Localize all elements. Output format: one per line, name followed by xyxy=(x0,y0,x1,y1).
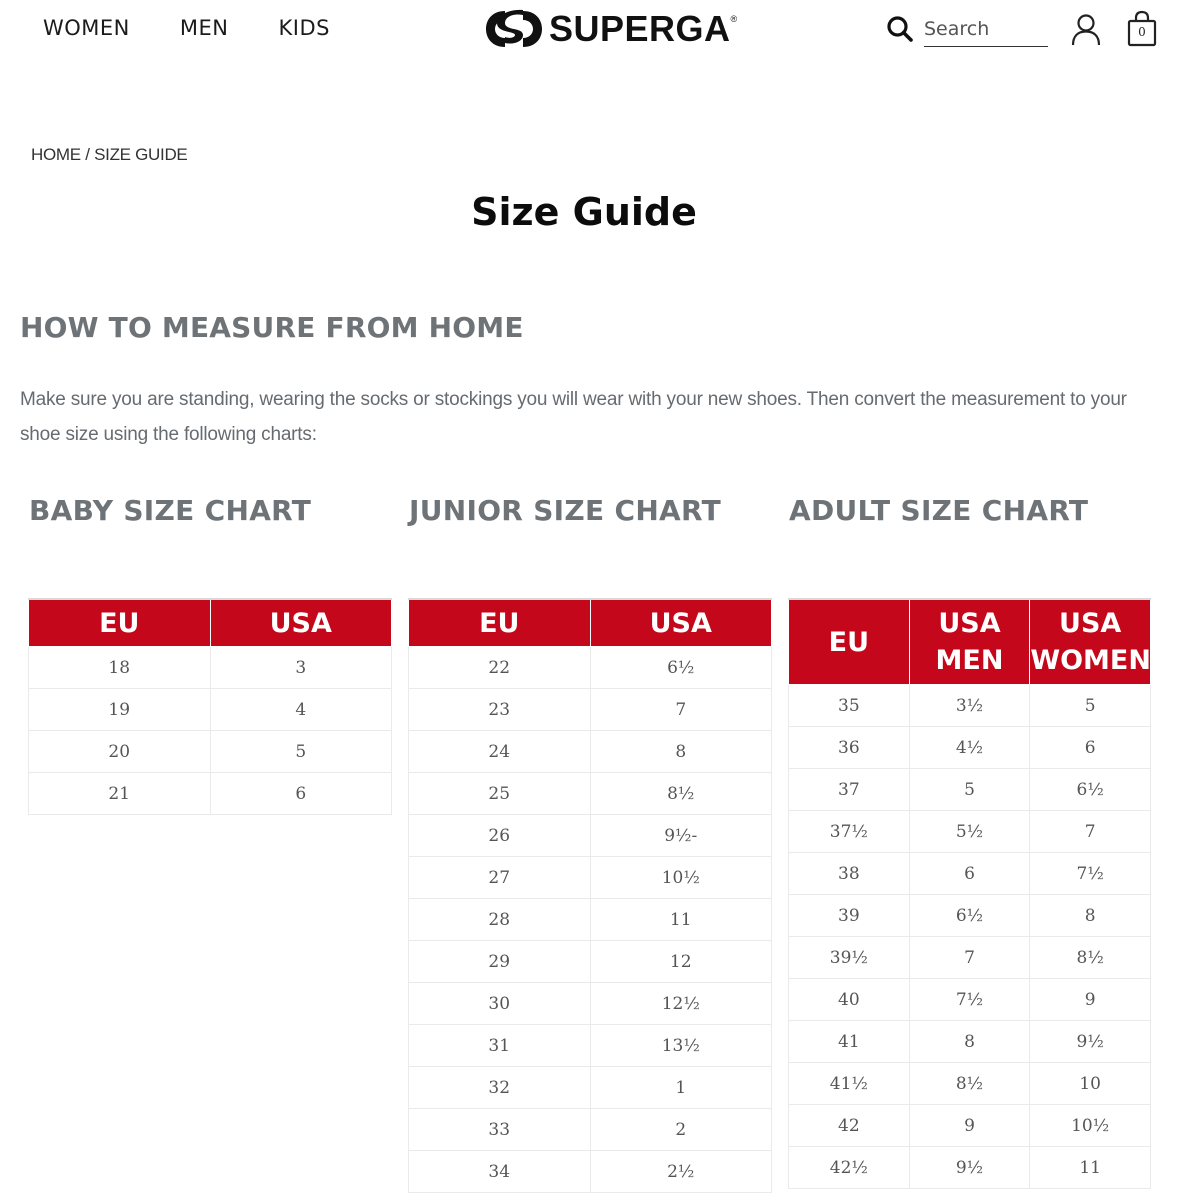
eu-size-cell: 38 xyxy=(789,853,910,895)
eu-size-cell: 23 xyxy=(409,689,591,731)
baby-chart-title: BABY SIZE CHART xyxy=(29,494,312,527)
usa-women-size-cell: 8 xyxy=(1030,895,1151,937)
table-row xyxy=(29,647,392,689)
usa-women-size-cell: 7 xyxy=(1030,811,1151,853)
eu-size-cell: 26 xyxy=(409,815,591,857)
usa-men-size-cell: 3½ xyxy=(909,685,1030,727)
table-row xyxy=(789,769,1151,811)
eu-size-cell: 24 xyxy=(409,731,591,773)
cart-count: 0 xyxy=(1138,25,1146,39)
usa-men-size-cell: 9½ xyxy=(909,1147,1030,1189)
table-row xyxy=(29,731,392,773)
table-row xyxy=(789,727,1151,769)
eu-size-cell: 41½ xyxy=(789,1063,910,1105)
table-row xyxy=(789,937,1151,979)
table-row xyxy=(409,1025,772,1067)
table-row xyxy=(409,731,772,773)
eu-size-cell: 27 xyxy=(409,857,591,899)
table-header-row xyxy=(789,599,1151,685)
table-row xyxy=(409,815,772,857)
eu-size-cell: 33 xyxy=(409,1109,591,1151)
table-row xyxy=(789,811,1151,853)
usa-women-size-cell: 8½ xyxy=(1030,937,1151,979)
usa-size-cell: 2½ xyxy=(590,1151,772,1193)
baby-size-rows xyxy=(29,647,392,815)
adult-size-table xyxy=(788,598,1151,1189)
eu-size-cell: 40 xyxy=(789,979,910,1021)
search-input[interactable] xyxy=(924,12,1048,47)
usa-women-size-cell: 10 xyxy=(1030,1063,1151,1105)
measure-heading: HOW TO MEASURE FROM HOME xyxy=(20,311,524,344)
registered-mark: ® xyxy=(730,14,738,24)
header-line: WOMEN xyxy=(1030,645,1151,676)
header-line: USA xyxy=(938,608,1001,639)
header-line: MEN xyxy=(935,645,1004,676)
table-row xyxy=(409,857,772,899)
usa-size-cell: 6½ xyxy=(590,647,772,689)
usa-men-size-cell: 5 xyxy=(909,769,1030,811)
column-header-usa: USA xyxy=(590,599,772,647)
table-row xyxy=(29,773,392,815)
eu-size-cell: 21 xyxy=(29,773,211,815)
brand-logo[interactable] xyxy=(483,6,737,52)
eu-size-cell: 32 xyxy=(409,1067,591,1109)
usa-men-size-cell: 8½ xyxy=(909,1063,1030,1105)
table-row xyxy=(409,1151,772,1193)
nav-link-men[interactable]: MEN xyxy=(179,16,229,40)
usa-women-size-cell: 6½ xyxy=(1030,769,1151,811)
usa-women-size-cell: 5 xyxy=(1030,685,1151,727)
usa-women-size-cell: 9 xyxy=(1030,979,1151,1021)
usa-women-size-cell: 7½ xyxy=(1030,853,1151,895)
eu-size-cell: 34 xyxy=(409,1151,591,1193)
column-header-usa-men xyxy=(909,599,1030,685)
breadcrumb-home[interactable]: HOME xyxy=(31,145,81,164)
usa-men-size-cell: 6½ xyxy=(909,895,1030,937)
table-header-row xyxy=(409,599,772,647)
usa-size-cell: 8½ xyxy=(590,773,772,815)
eu-size-cell: 37 xyxy=(789,769,910,811)
breadcrumb-separator: / xyxy=(85,145,90,164)
junior-chart-title: JUNIOR SIZE CHART xyxy=(409,494,722,527)
eu-size-cell: 42 xyxy=(789,1105,910,1147)
usa-men-size-cell: 7 xyxy=(909,937,1030,979)
usa-women-size-cell: 9½ xyxy=(1030,1021,1151,1063)
eu-size-cell: 36 xyxy=(789,727,910,769)
usa-men-size-cell: 5½ xyxy=(909,811,1030,853)
user-icon[interactable] xyxy=(1068,12,1104,48)
eu-size-cell: 28 xyxy=(409,899,591,941)
usa-women-size-cell: 11 xyxy=(1030,1147,1151,1189)
junior-size-table xyxy=(408,598,772,1193)
column-header-usa: USA xyxy=(210,599,392,647)
measure-instructions: Make sure you are standing, wearing the socks or stockings you will wear with your new shoes. Then convert the measurement to your shoe size using the following charts: xyxy=(20,389,1127,445)
table-row xyxy=(789,895,1151,937)
usa-women-size-cell: 10½ xyxy=(1030,1105,1151,1147)
usa-size-cell: 5 xyxy=(210,731,392,773)
eu-size-cell: 31 xyxy=(409,1025,591,1067)
column-header-eu: EU xyxy=(409,599,591,647)
breadcrumb-current: SIZE GUIDE xyxy=(94,145,188,164)
table-row xyxy=(409,899,772,941)
usa-size-cell: 4 xyxy=(210,689,392,731)
superga-logo-icon xyxy=(483,7,545,51)
usa-size-cell: 11 xyxy=(590,899,772,941)
header-line: EU xyxy=(828,626,870,658)
column-header-eu xyxy=(789,599,910,685)
table-row xyxy=(409,983,772,1025)
nav-link-women[interactable]: WOMEN xyxy=(43,16,130,40)
table-row xyxy=(789,1147,1151,1189)
eu-size-cell: 39 xyxy=(789,895,910,937)
usa-size-cell: 1 xyxy=(590,1067,772,1109)
eu-size-cell: 39½ xyxy=(789,937,910,979)
table-row xyxy=(789,853,1151,895)
usa-men-size-cell: 7½ xyxy=(909,979,1030,1021)
eu-size-cell: 42½ xyxy=(789,1147,910,1189)
breadcrumb xyxy=(31,145,187,165)
usa-women-size-cell: 6 xyxy=(1030,727,1151,769)
table-header-row xyxy=(29,599,392,647)
usa-size-cell: 6 xyxy=(210,773,392,815)
eu-size-cell: 18 xyxy=(29,647,211,689)
table-row xyxy=(409,1067,772,1109)
baby-size-table xyxy=(28,598,392,815)
adult-chart-title: ADULT SIZE CHART xyxy=(789,494,1089,527)
table-row xyxy=(789,1105,1151,1147)
eu-size-cell: 37½ xyxy=(789,811,910,853)
adult-size-rows xyxy=(789,685,1151,1189)
header-line: USA xyxy=(1059,608,1122,639)
table-row xyxy=(409,773,772,815)
usa-men-size-cell: 9 xyxy=(909,1105,1030,1147)
main-nav xyxy=(43,14,380,42)
eu-size-cell: 19 xyxy=(29,689,211,731)
table-row xyxy=(789,979,1151,1021)
usa-men-size-cell: 4½ xyxy=(909,727,1030,769)
table-row xyxy=(29,689,392,731)
usa-size-cell: 10½ xyxy=(590,857,772,899)
search-icon[interactable] xyxy=(884,12,916,46)
brand-name: SUPERGA xyxy=(549,8,731,49)
eu-size-cell: 22 xyxy=(409,647,591,689)
usa-men-size-cell: 8 xyxy=(909,1021,1030,1063)
eu-size-cell: 35 xyxy=(789,685,910,727)
table-row xyxy=(789,685,1151,727)
usa-size-cell: 3 xyxy=(210,647,392,689)
usa-men-size-cell: 6 xyxy=(909,853,1030,895)
table-row xyxy=(409,941,772,983)
page-title: Size Guide xyxy=(471,190,697,234)
table-row xyxy=(409,647,772,689)
nav-link-kids[interactable]: KIDS xyxy=(278,16,330,40)
eu-size-cell: 41 xyxy=(789,1021,910,1063)
usa-size-cell: 7 xyxy=(590,689,772,731)
usa-size-cell: 13½ xyxy=(590,1025,772,1067)
eu-size-cell: 30 xyxy=(409,983,591,1025)
usa-size-cell: 9½- xyxy=(590,815,772,857)
table-row xyxy=(409,689,772,731)
table-row xyxy=(789,1021,1151,1063)
usa-size-cell: 12 xyxy=(590,941,772,983)
usa-size-cell: 2 xyxy=(590,1109,772,1151)
table-row xyxy=(789,1063,1151,1105)
search-bar xyxy=(884,12,1048,47)
eu-size-cell: 20 xyxy=(29,731,211,773)
usa-size-cell: 8 xyxy=(590,731,772,773)
shopping-bag-icon[interactable] xyxy=(1124,10,1160,48)
column-header-usa-women xyxy=(1030,599,1151,685)
eu-size-cell: 25 xyxy=(409,773,591,815)
usa-size-cell: 12½ xyxy=(590,983,772,1025)
column-header-eu: EU xyxy=(29,599,211,647)
eu-size-cell: 29 xyxy=(409,941,591,983)
table-row xyxy=(409,1109,772,1151)
junior-size-rows xyxy=(409,647,772,1193)
